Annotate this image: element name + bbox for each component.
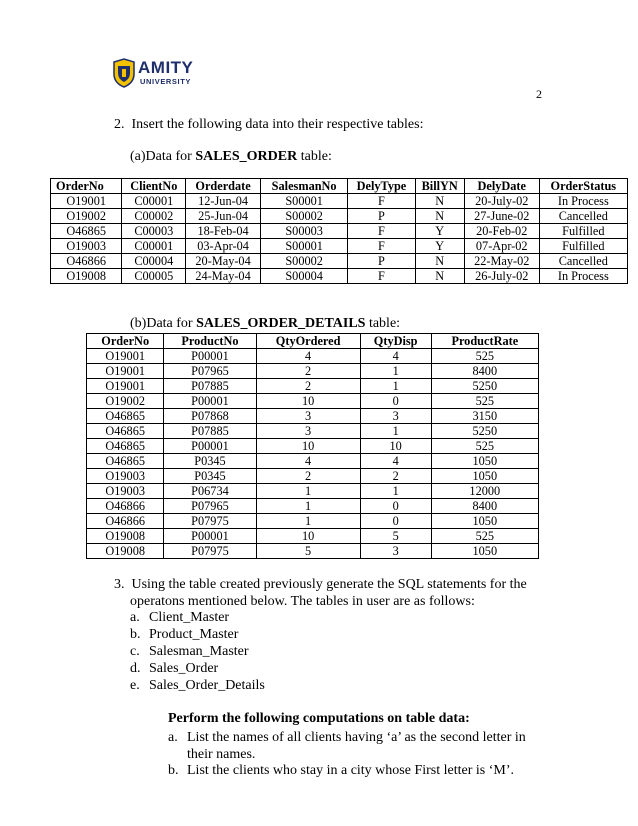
table-cell: S00004 — [260, 269, 347, 284]
table-header-row — [87, 334, 539, 349]
table-cell: F — [348, 239, 415, 254]
caption-b-suffix: table: — [365, 316, 401, 331]
table-cell: O46865 — [87, 424, 164, 439]
table-cell: P07868 — [164, 409, 256, 424]
column-header: DelyType — [348, 179, 415, 194]
table-cell: 22-May-02 — [464, 254, 539, 269]
table-cell: O19001 — [87, 364, 164, 379]
list-marker: a. — [130, 610, 140, 625]
list-item — [130, 644, 249, 660]
caption-a-prefix: (a) — [130, 149, 146, 164]
table-cell: Y — [415, 239, 464, 254]
table-cell: O46865 — [87, 409, 164, 424]
table-cell: P0345 — [164, 454, 256, 469]
list-item — [130, 661, 218, 677]
table-cell: Cancelled — [539, 254, 627, 269]
table-row — [87, 454, 539, 469]
column-header: BillYN — [415, 179, 464, 194]
table-row — [87, 349, 539, 364]
column-header: ClientNo — [122, 179, 186, 194]
table-name: Product_Master — [149, 627, 239, 642]
table-cell: 525 — [431, 349, 538, 364]
task-text: List the clients who stay in a city whose First letter is ‘M’. — [187, 763, 515, 778]
table-row — [87, 439, 539, 454]
table-cell: P07965 — [164, 364, 256, 379]
table-cell: 4 — [360, 349, 431, 364]
table-cell: P0345 — [164, 469, 256, 484]
table-cell: F — [348, 224, 415, 239]
table-cell: 10 — [256, 439, 360, 454]
table-cell: O19008 — [51, 269, 122, 284]
table-cell: 0 — [360, 394, 431, 409]
table-cell: O19002 — [51, 209, 122, 224]
list-marker: a. — [168, 730, 178, 745]
column-header: QtyDisp — [360, 334, 431, 349]
list-marker: e. — [130, 678, 140, 693]
table-cell: O19002 — [87, 394, 164, 409]
table-cell: P00001 — [164, 529, 256, 544]
table-cell: O46866 — [51, 254, 122, 269]
table-cell: O19001 — [87, 379, 164, 394]
table-row — [87, 544, 539, 559]
table-cell: O19003 — [87, 469, 164, 484]
table-cell: O19003 — [87, 484, 164, 499]
table-cell: 24-May-04 — [186, 269, 261, 284]
section-3-line-1 — [114, 577, 527, 593]
table-cell: S00002 — [260, 254, 347, 269]
table-cell: 1 — [360, 364, 431, 379]
caption-a-table-name: SALES_ORDER — [195, 149, 298, 164]
table-cell: Fulfilled — [539, 239, 627, 254]
table-cell: 27-June-02 — [464, 209, 539, 224]
table-cell: 20-May-04 — [186, 254, 261, 269]
table-cell: 10 — [360, 439, 431, 454]
table-cell: 2 — [256, 379, 360, 394]
table-cell: 2 — [256, 469, 360, 484]
table-cell: P07885 — [164, 424, 256, 439]
column-header: OrderNo — [87, 334, 164, 349]
table-row — [51, 254, 628, 269]
task-text: List the names of all clients having ‘a’ as the second letter in — [187, 730, 526, 745]
table-cell: C00005 — [122, 269, 186, 284]
section-2-number: 2. — [114, 117, 125, 132]
table-cell: Fulfilled — [539, 224, 627, 239]
task-item — [168, 763, 514, 779]
table-row — [87, 379, 539, 394]
table-cell: O46865 — [87, 454, 164, 469]
table-row — [87, 529, 539, 544]
table-cell: P — [348, 254, 415, 269]
table-cell: S00001 — [260, 239, 347, 254]
table-row — [87, 364, 539, 379]
table-cell: O19008 — [87, 544, 164, 559]
section-3-text-1: Using the table created previously generate the SQL statements for the — [131, 577, 527, 592]
table-row — [87, 469, 539, 484]
table-cell: O19003 — [51, 239, 122, 254]
table-cell: C00001 — [122, 239, 186, 254]
amity-logo — [112, 56, 222, 92]
table-cell: 4 — [360, 454, 431, 469]
table-cell: 4 — [256, 454, 360, 469]
column-header: ProductRate — [431, 334, 538, 349]
section-2-text: Insert the following data into their respective tables: — [131, 117, 424, 132]
table-cell: 3 — [360, 409, 431, 424]
table-cell: 12-Jun-04 — [186, 194, 261, 209]
logo-name: AMITY — [138, 58, 194, 77]
section-3-number: 3. — [114, 577, 125, 592]
table-cell: 2 — [360, 469, 431, 484]
list-marker: b. — [168, 763, 179, 778]
section-2-heading — [114, 117, 423, 133]
table-cell: 1050 — [431, 454, 538, 469]
table-cell: P06734 — [164, 484, 256, 499]
column-header: OrderStatus — [539, 179, 627, 194]
table-cell: 25-Jun-04 — [186, 209, 261, 224]
table-name: Client_Master — [149, 610, 230, 625]
table-header-row — [51, 179, 628, 194]
section-3-line-2: operatons mentioned below. The tables in user are as follows: — [130, 594, 475, 609]
column-header: ProductNo — [164, 334, 256, 349]
table-cell: 07-Apr-02 — [464, 239, 539, 254]
table-row — [87, 514, 539, 529]
table-row — [51, 269, 628, 284]
table-row — [87, 394, 539, 409]
table-cell: 4 — [256, 349, 360, 364]
caption-b-text: Data for — [146, 316, 197, 331]
page-number: 2 — [536, 87, 542, 101]
table-name: Salesman_Master — [149, 644, 249, 659]
table-cell: S00002 — [260, 209, 347, 224]
column-header: SalesmanNo — [260, 179, 347, 194]
sales-order-table — [50, 178, 628, 284]
table-cell: 03-Apr-04 — [186, 239, 261, 254]
table-cell: 3150 — [431, 409, 538, 424]
table-cell: P00001 — [164, 349, 256, 364]
table-cell: In Process — [539, 269, 627, 284]
university-shield-icon — [112, 58, 136, 88]
table-row — [87, 499, 539, 514]
caption-a-suffix: table: — [297, 149, 332, 164]
table-row — [87, 409, 539, 424]
table-cell: In Process — [539, 194, 627, 209]
list-item — [130, 610, 229, 626]
table-cell: 1 — [360, 379, 431, 394]
list-item — [130, 627, 238, 643]
caption-a-text: Data for — [145, 149, 196, 164]
table-row — [87, 424, 539, 439]
column-header: Orderdate — [186, 179, 261, 194]
table-cell: P07965 — [164, 499, 256, 514]
table-cell: 525 — [431, 439, 538, 454]
table-cell: Y — [415, 224, 464, 239]
table-row — [51, 224, 628, 239]
table-cell: C00001 — [122, 194, 186, 209]
list-marker: b. — [130, 627, 141, 642]
table-cell: P07975 — [164, 544, 256, 559]
table-cell: 26-July-02 — [464, 269, 539, 284]
table-cell: 20-July-02 — [464, 194, 539, 209]
table-cell: 5250 — [431, 424, 538, 439]
table-name: Sales_Order_Details — [149, 678, 265, 693]
logo-subtitle: UNIVERSITY — [140, 77, 192, 86]
table-cell: C00002 — [122, 209, 186, 224]
table-cell: C00004 — [122, 254, 186, 269]
table-cell: O46865 — [51, 224, 122, 239]
sales-order-details-table — [86, 333, 539, 559]
table-row — [87, 484, 539, 499]
table-cell: O46866 — [87, 499, 164, 514]
table-cell: 2 — [256, 364, 360, 379]
table-cell: 10 — [256, 529, 360, 544]
table-cell: P — [348, 209, 415, 224]
task-item — [168, 730, 526, 746]
table-cell: 8400 — [431, 364, 538, 379]
table-cell: 3 — [256, 409, 360, 424]
table-cell: 5 — [256, 544, 360, 559]
table-cell: 18-Feb-04 — [186, 224, 261, 239]
table-cell: 20-Feb-02 — [464, 224, 539, 239]
column-header: OrderNo — [51, 179, 122, 194]
list-item — [130, 678, 265, 694]
table-cell: 10 — [256, 394, 360, 409]
sales-order-caption — [130, 149, 332, 165]
table-cell: N — [415, 209, 464, 224]
table-cell: 1050 — [431, 544, 538, 559]
table-cell: 5250 — [431, 379, 538, 394]
task-text-continued: their names. — [187, 747, 256, 762]
table-cell: N — [415, 254, 464, 269]
table-cell: 1 — [360, 424, 431, 439]
table-row — [51, 239, 628, 254]
computations-heading: Perform the following computations on table data: — [168, 711, 470, 726]
table-cell: N — [415, 269, 464, 284]
table-cell: S00003 — [260, 224, 347, 239]
table-cell: P00001 — [164, 439, 256, 454]
table-cell: P00001 — [164, 394, 256, 409]
table-cell: O19001 — [87, 349, 164, 364]
table-cell: O19001 — [51, 194, 122, 209]
table-cell: P07885 — [164, 379, 256, 394]
caption-b-prefix: (b) — [130, 316, 147, 331]
table-cell: F — [348, 194, 415, 209]
table-cell: 1050 — [431, 514, 538, 529]
table-name: Sales_Order — [149, 661, 219, 676]
table-cell: 1 — [256, 484, 360, 499]
column-header: QtyOrdered — [256, 334, 360, 349]
table-cell: 8400 — [431, 499, 538, 514]
list-marker: c. — [130, 644, 140, 659]
column-header: DelyDate — [464, 179, 539, 194]
list-marker: d. — [130, 661, 141, 676]
table-cell: O19008 — [87, 529, 164, 544]
table-cell: S00001 — [260, 194, 347, 209]
table-cell: O46865 — [87, 439, 164, 454]
table-cell: 1 — [256, 499, 360, 514]
table-cell: 1 — [360, 484, 431, 499]
table-cell: O46866 — [87, 514, 164, 529]
table-cell: 12000 — [431, 484, 538, 499]
table-cell: 5 — [360, 529, 431, 544]
table-cell: 525 — [431, 529, 538, 544]
table-cell: 0 — [360, 514, 431, 529]
table-cell: 1 — [256, 514, 360, 529]
table-cell: N — [415, 194, 464, 209]
table-cell: F — [348, 269, 415, 284]
table-cell: P07975 — [164, 514, 256, 529]
table-row — [51, 209, 628, 224]
sales-order-details-caption — [130, 316, 400, 332]
caption-b-table-name: SALES_ORDER_DETAILS — [196, 316, 366, 331]
table-cell: 3 — [256, 424, 360, 439]
table-cell: Cancelled — [539, 209, 627, 224]
table-cell: C00003 — [122, 224, 186, 239]
table-cell: 525 — [431, 394, 538, 409]
table-cell: 0 — [360, 499, 431, 514]
table-cell: 1050 — [431, 469, 538, 484]
table-row — [51, 194, 628, 209]
table-cell: 3 — [360, 544, 431, 559]
